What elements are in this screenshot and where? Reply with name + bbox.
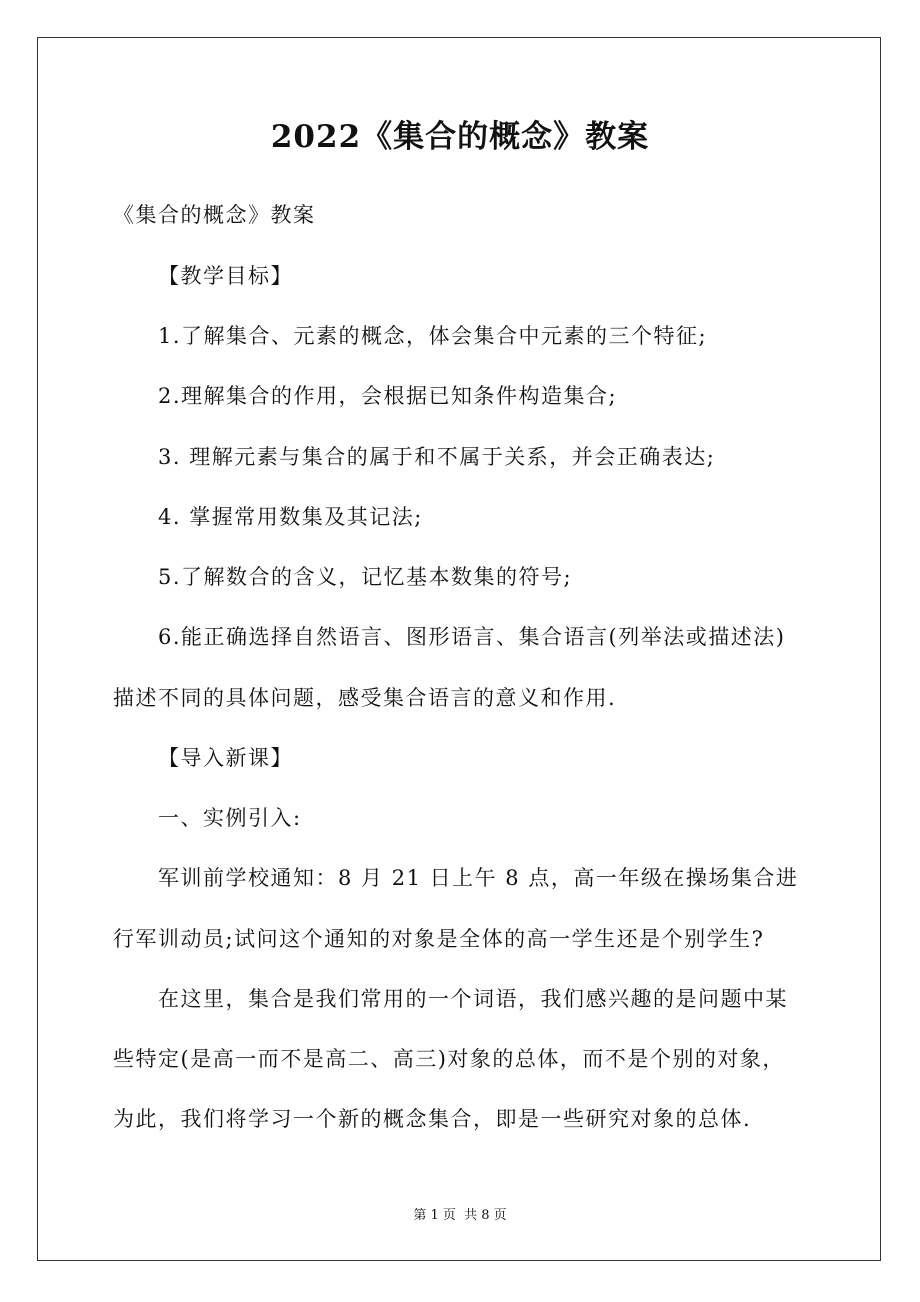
objective-item-5: 5.了解数合的含义，记忆基本数集的符号; <box>158 565 573 589</box>
page-footer <box>0 1207 920 1225</box>
discussion-paragraph-line-3: 为此，我们将学习一个新的概念集合，即是一些研究对象的总体. <box>113 1107 752 1131</box>
document-title: 2022《集合的概念》教案 <box>270 119 650 155</box>
objective-item-1: 1.了解集合、元素的概念，体会集合中元素的三个特征; <box>158 324 708 348</box>
objective-item-2: 2.理解集合的作用，会根据已知条件构造集合; <box>158 384 618 408</box>
discussion-paragraph-line-1: 在这里，集合是我们常用的一个词语，我们感兴趣的是问题中某 <box>158 987 788 1011</box>
discussion-paragraph-line-2: 些特定(是高一而不是高二、高三)对象的总体，而不是个别的对象， <box>113 1047 785 1071</box>
total-pages: 共 8 页 <box>464 1208 507 1223</box>
objective-item-6: 6.能正确选择自然语言、图形语言、集合语言(列举法或描述法) <box>158 625 786 649</box>
objective-item-4: 4. 掌握常用数集及其记法; <box>158 505 423 529</box>
document-subtitle: 《集合的概念》教案 <box>113 203 316 227</box>
objective-item-6-continued: 描述不同的具体问题，感受集合语言的意义和作用. <box>113 686 617 710</box>
intro-heading: 【导入新课】 <box>158 746 293 770</box>
page-number: 第 1 页 <box>413 1208 456 1223</box>
example-paragraph-line-1: 军训前学校通知：8 月 21 日上午 8 点，高一年级在操场集合进 <box>158 866 799 890</box>
intro-subheading: 一、实例引入: <box>158 806 302 830</box>
objectives-heading: 【教学目标】 <box>158 264 293 288</box>
example-paragraph-line-2: 行军训动员;试问这个通知的对象是全体的高一学生还是个别学生? <box>113 927 765 951</box>
objective-item-3: 3. 理解元素与集合的属于和不属于关系，并会正确表达; <box>158 445 716 469</box>
